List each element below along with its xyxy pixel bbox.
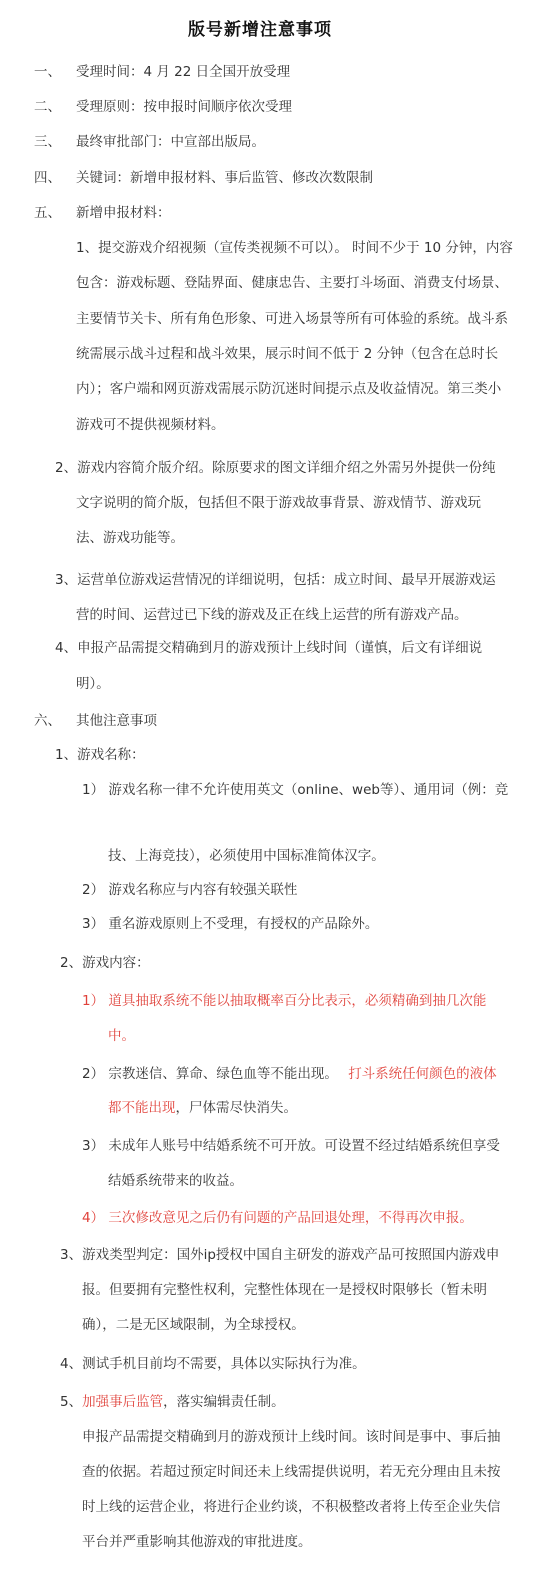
material-1-line: 1、提交游戏介绍视频（宣传类视频不可以）。 时间不少于 10 分钟，内容 <box>76 240 513 256</box>
section-1-number: 一、 <box>34 64 61 80</box>
section-4-number: 四、 <box>34 170 61 186</box>
section-2-text: 受理原则：按申报时间顺序依次受理 <box>76 99 292 115</box>
test-phone-note: 4、测试手机目前均不需要，具体以实际执行为准。 <box>60 1356 366 1372</box>
game-name-rule-1: 1） 游戏名称一律不允许使用英文（online、web等）、通用词（例：竞 <box>82 782 509 798</box>
game-name-rule-3: 3） 重名游戏原则上不受理，有授权的产品除外。 <box>82 916 379 932</box>
content-rule-2-highlight: 打斗系统任何颜色的液体 <box>348 1066 497 1082</box>
material-2-line: 文字说明的简介版，包括但不限于游戏故事背景、游戏情节、游戏玩 <box>76 495 481 511</box>
content-rule-2-tail: ，尸体需尽快消失。 <box>175 1100 297 1116</box>
subsection-game-content-heading: 2、游戏内容： <box>60 955 150 971</box>
material-1-line: 游戏可不提供视频材料。 <box>76 417 225 433</box>
section-2-number: 二、 <box>34 99 61 115</box>
supervision-number: 5、 <box>60 1394 83 1410</box>
content-rule-2-text: 2） 宗教迷信、算命、绿色血等不能出现。 <box>82 1066 338 1082</box>
material-3-line: 营的时间、运营过已下线的游戏及正在线上运营的所有游戏产品。 <box>76 607 468 623</box>
section-3-number: 三、 <box>34 134 61 150</box>
game-type-line: 报。但要拥有完整性权利，完整性体现在一是授权时限够长（暂未明 <box>82 1282 487 1298</box>
content-rule-1-cont: 中。 <box>108 1028 135 1044</box>
game-name-rule-2: 2） 游戏名称应与内容有较强关联性 <box>82 882 298 898</box>
content-rule-1: 1） 道具抽取系统不能以抽取概率百分比表示，必须精确到抽几次能 <box>82 993 487 1009</box>
game-type-line: 3、游戏类型判定：国外ip授权中国自主研发的游戏产品可按照国内游戏申 <box>60 1247 500 1263</box>
section-6-text: 其他注意事项 <box>76 713 157 729</box>
document-title: 版号新增注意事项 <box>188 20 332 40</box>
content-rule-2-cont <box>108 1098 297 1118</box>
material-3-line: 3、运营单位游戏运营情况的详细说明，包括：成立时间、最早开展游戏运 <box>55 572 496 588</box>
supervision-body-line: 查的依据。若超过预定时间还未上线需提供说明，若无充分理由且未按 <box>82 1464 501 1480</box>
supervision-heading <box>60 1392 285 1412</box>
material-4-line: 明）。 <box>76 676 110 692</box>
material-1-line: 包含：游戏标题、登陆界面、健康忠告、主要打斗场面、消费支付场景、 <box>76 275 508 291</box>
section-6-number: 六、 <box>34 713 61 729</box>
content-rule-4: 4） 三次修改意见之后仍有问题的产品回退处理，不得再次申报。 <box>82 1210 473 1226</box>
supervision-body-line: 时上线的运营企业，将进行企业约谈，不积极整改者将上传至企业失信 <box>82 1499 501 1515</box>
material-1-line: 内）；客户端和网页游戏需展示防沉迷时间提示点及收益情况。第三类小 <box>76 381 502 397</box>
subsection-game-name-heading: 1、游戏名称： <box>55 747 145 763</box>
content-rule-2-highlight-cont: 都不能出现 <box>108 1100 176 1116</box>
section-5-text: 新增申报材料： <box>76 205 171 221</box>
content-rule-2 <box>82 1064 497 1084</box>
content-rule-3: 3） 未成年人账号中结婚系统不可开放。可设置不经过结婚系统但享受 <box>82 1138 500 1154</box>
content-rule-3-cont: 结婚系统带来的收益。 <box>108 1173 243 1189</box>
section-4-text: 关键词：新增申报材料、事后监管、修改次数限制 <box>76 170 373 186</box>
game-name-rule-1-cont: 技、上海竞技），必须使用中国标准简体汉字。 <box>108 848 385 864</box>
supervision-highlight: 加强事后监管 <box>82 1394 164 1410</box>
supervision-body-line: 平台并严重影响其他游戏的审批进度。 <box>82 1534 312 1550</box>
material-1-line: 统需展示战斗过程和战斗效果，展示时间不低于 2 分钟（包含在总时长 <box>76 346 499 362</box>
section-3-text: 最终审批部门：中宣部出版局。 <box>76 134 265 150</box>
material-2-line: 2、游戏内容简介版介绍。除原要求的图文详细介绍之外需另外提供一份纯 <box>55 460 496 476</box>
section-1-text: 受理时间：4 月 22 日全国开放受理 <box>76 64 291 80</box>
game-type-line: 确），二是无区域限制，为全球授权。 <box>82 1317 305 1333</box>
material-4-line: 4、申报产品需提交精确到月的游戏预计上线时间（谨慎，后文有详细说 <box>55 640 483 656</box>
supervision-body-line: 申报产品需提交精确到月的游戏预计上线时间。该时间是事中、事后抽 <box>82 1429 501 1445</box>
section-5-number: 五、 <box>34 205 61 221</box>
supervision-rest: ，落实编辑责任制。 <box>163 1394 285 1410</box>
material-2-line: 法、游戏功能等。 <box>76 530 184 546</box>
material-1-line: 主要情节关卡、所有角色形象、可进入场景等所有可体验的系统。战斗系 <box>76 311 508 327</box>
